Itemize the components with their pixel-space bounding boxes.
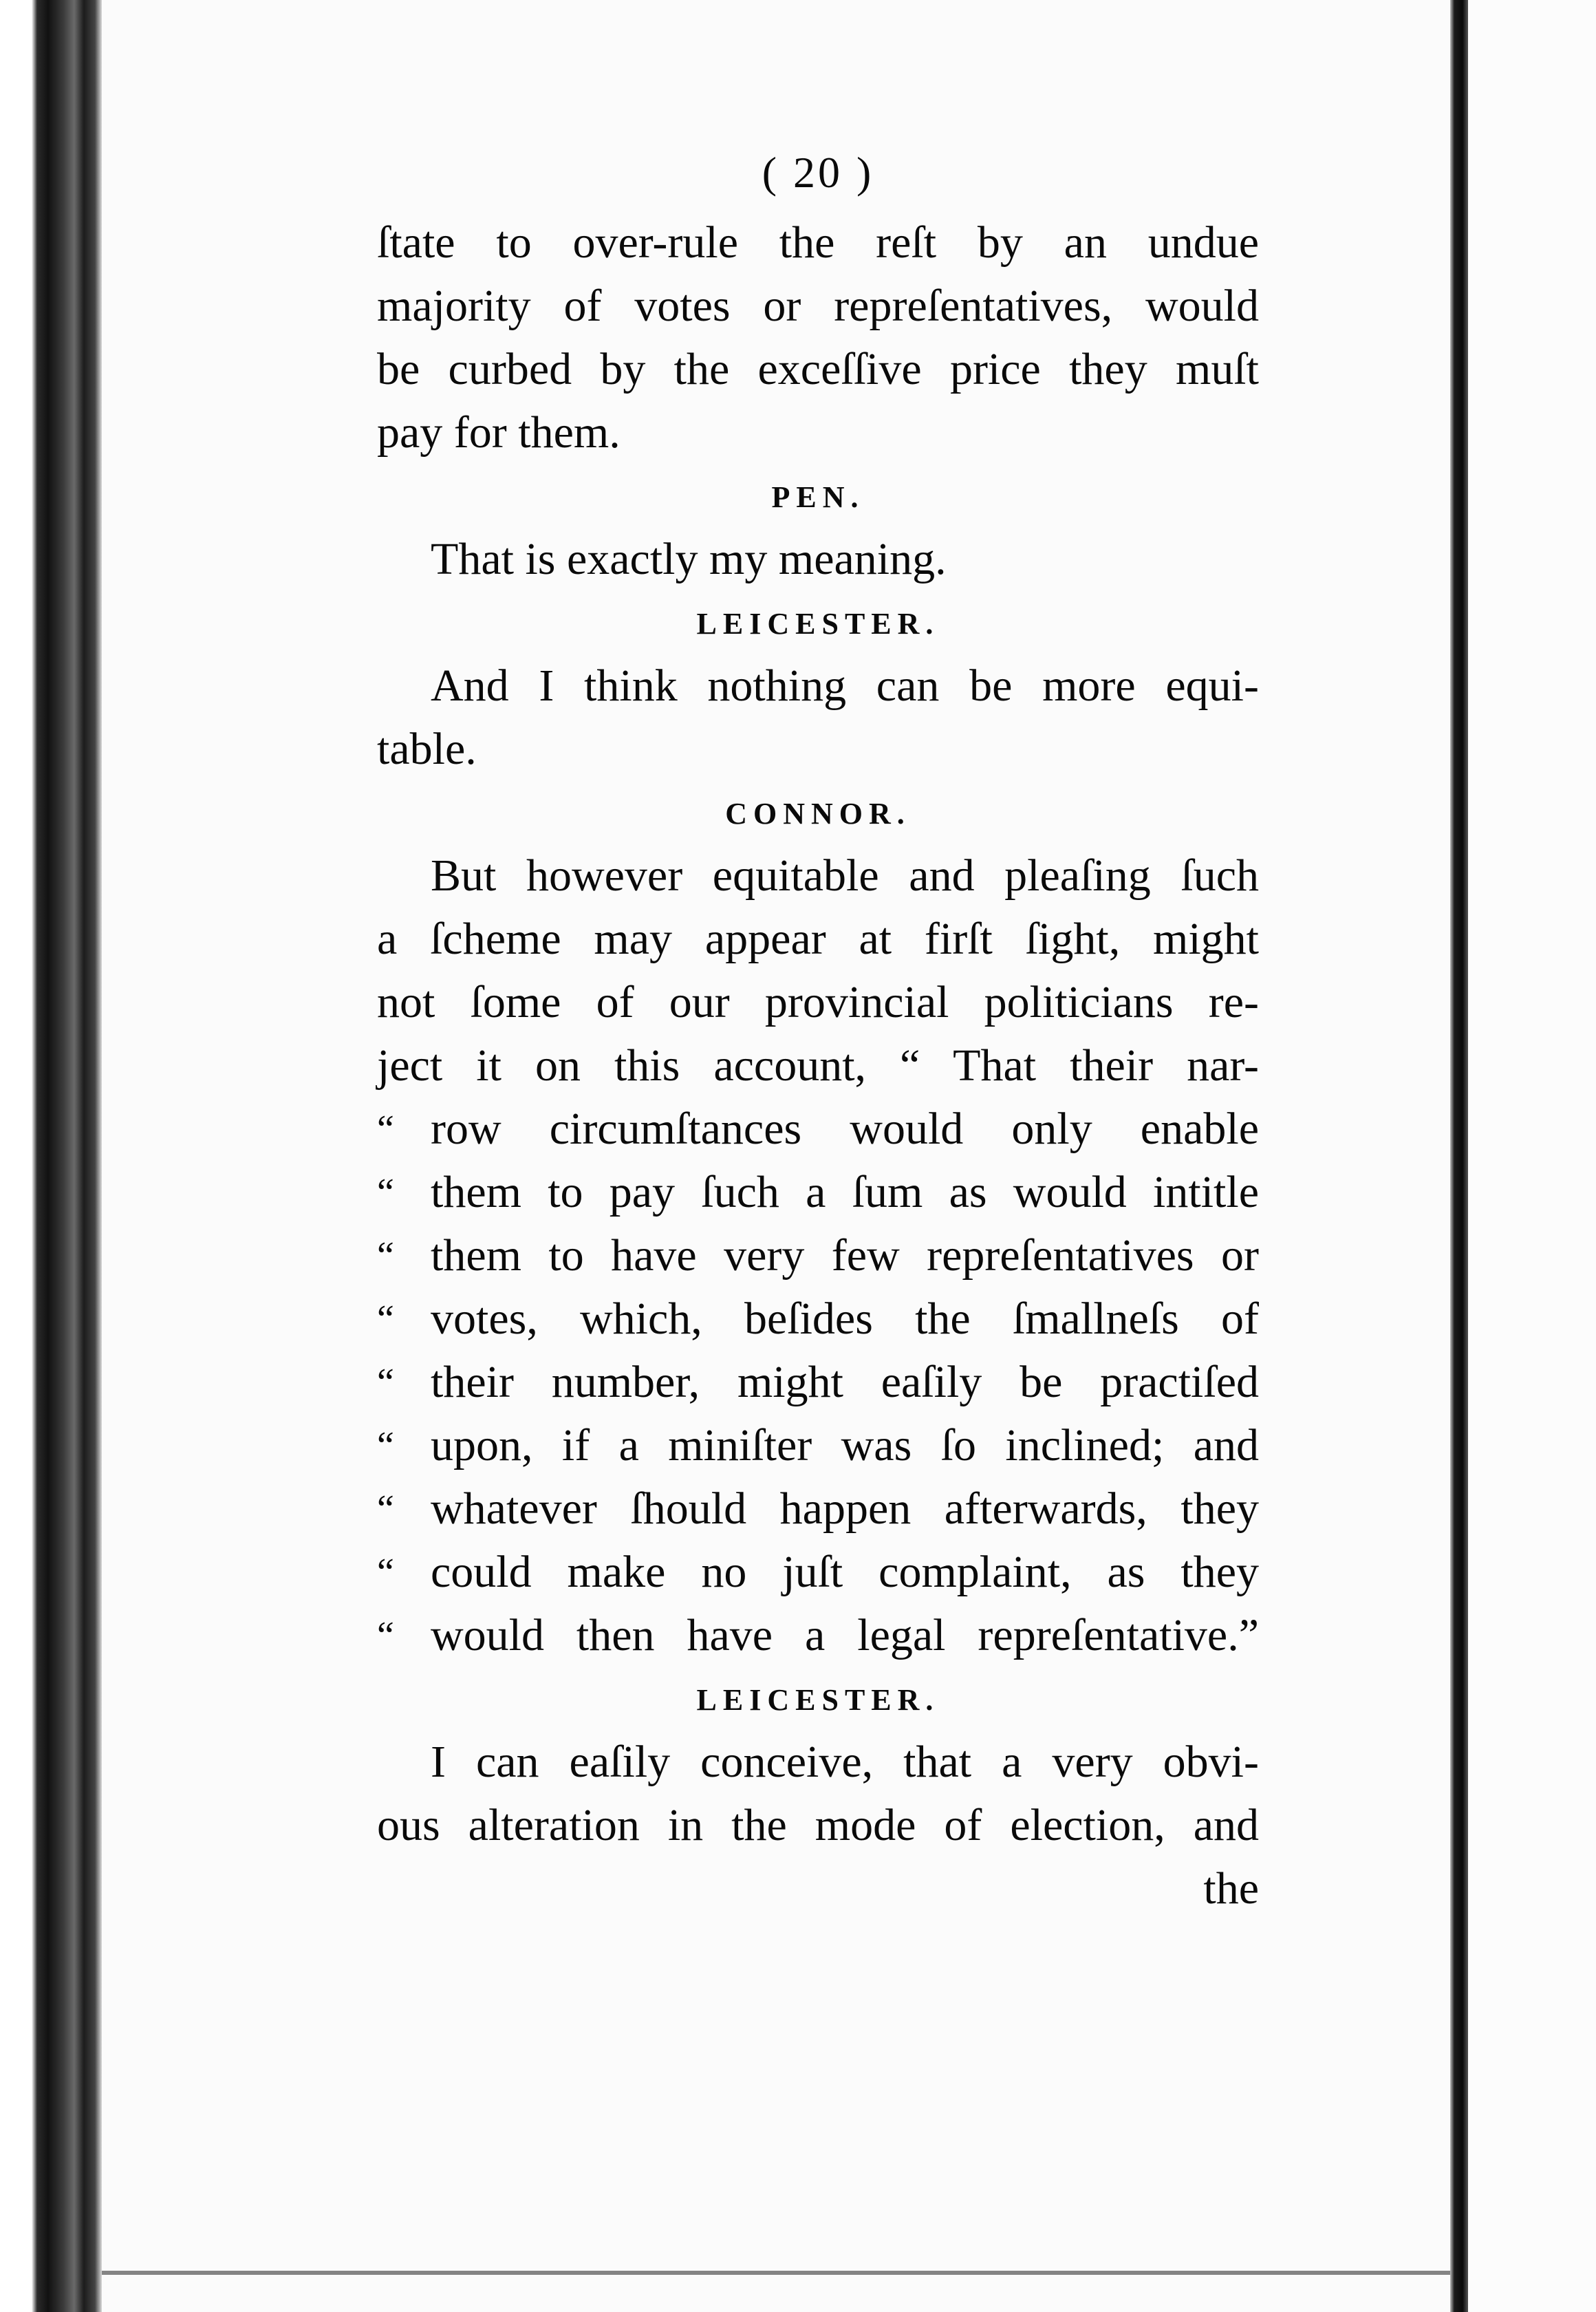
catchword: the [1203,1863,1259,1914]
line-text: them to have very few repreſentatives or [431,1230,1259,1281]
speaker-name: LEICESTER. [696,607,940,641]
line-text: them to pay ſuch a ſum as would intitle [431,1167,1259,1217]
page-text [377,141,1259,1920]
text-line: I can eaſily conceive, that a very obvi- [431,1737,1259,1787]
page-bottom-edge [102,2271,1450,2275]
quotation-mark: “ [377,1171,394,1214]
line-text: would then have a legal repreſentative.” [431,1610,1259,1660]
text-line: That is exactly my meaning. [431,534,947,584]
line-text: votes, which, beſides the ſmallneſs of [431,1294,1259,1344]
speaker-name: PEN. [771,480,865,514]
quotation-mark: “ [377,1424,394,1467]
quoted-text-line [377,1161,1259,1224]
page-number: ( 20 ) [762,148,874,197]
quotation-mark: “ [377,1298,394,1340]
quoted-text-line [377,1287,1259,1351]
text-line: ſtate to over-rule the reſt by an undue [377,217,1259,268]
line-text: row circumſtances would only enable [431,1104,1259,1154]
binding-gutter [0,0,102,2312]
quotation-mark: “ [377,1614,394,1657]
text-line: table. [377,724,477,774]
text-line: ous alteration in the mode of election, and [377,1800,1259,1850]
text-line: majority of votes or repreſentatives, would [377,281,1259,331]
line-text: upon, if a miniſter was ſo inclined; and [431,1420,1259,1470]
body-text [377,211,1259,1920]
text-line: But however equitable and pleaſing ſuch [431,850,1259,901]
quoted-text-line [377,1098,1259,1161]
line-text: could make no juſt complaint, as they [431,1547,1259,1597]
quoted-text-line [377,1414,1259,1477]
quoted-text-line [377,1604,1259,1667]
text-line: ject it on this account, “ That their nar- [377,1040,1259,1091]
text-line: pay for them. [377,407,621,458]
text-line: be curbed by the exceſſive price they muſt [377,344,1259,394]
quoted-text-line [377,1477,1259,1541]
quotation-mark: “ [377,1234,394,1277]
speaker-name: CONNOR. [725,797,911,831]
quotation-mark: “ [377,1361,394,1404]
line-text: whatever ſhould happen afterwards, they [431,1484,1259,1534]
text-line: a ſcheme may appear at firſt ſight, might [377,914,1259,964]
page-fold-shadow [1450,0,1468,2312]
text-line: not ſome of our provincial politicians re- [377,977,1259,1027]
speaker-name: LEICESTER. [696,1683,940,1717]
quotation-mark: “ [377,1108,394,1150]
quoted-text-line [377,1541,1259,1604]
quotation-mark: “ [377,1488,394,1530]
quoted-text-line [377,1351,1259,1414]
line-text: their number, might eaſily be practiſed [431,1357,1259,1407]
quotation-mark: “ [377,1551,394,1594]
quoted-text-line [377,1224,1259,1287]
adjacent-page-edge [1468,0,1596,2312]
text-line: And I think nothing can be more equi- [431,661,1259,711]
